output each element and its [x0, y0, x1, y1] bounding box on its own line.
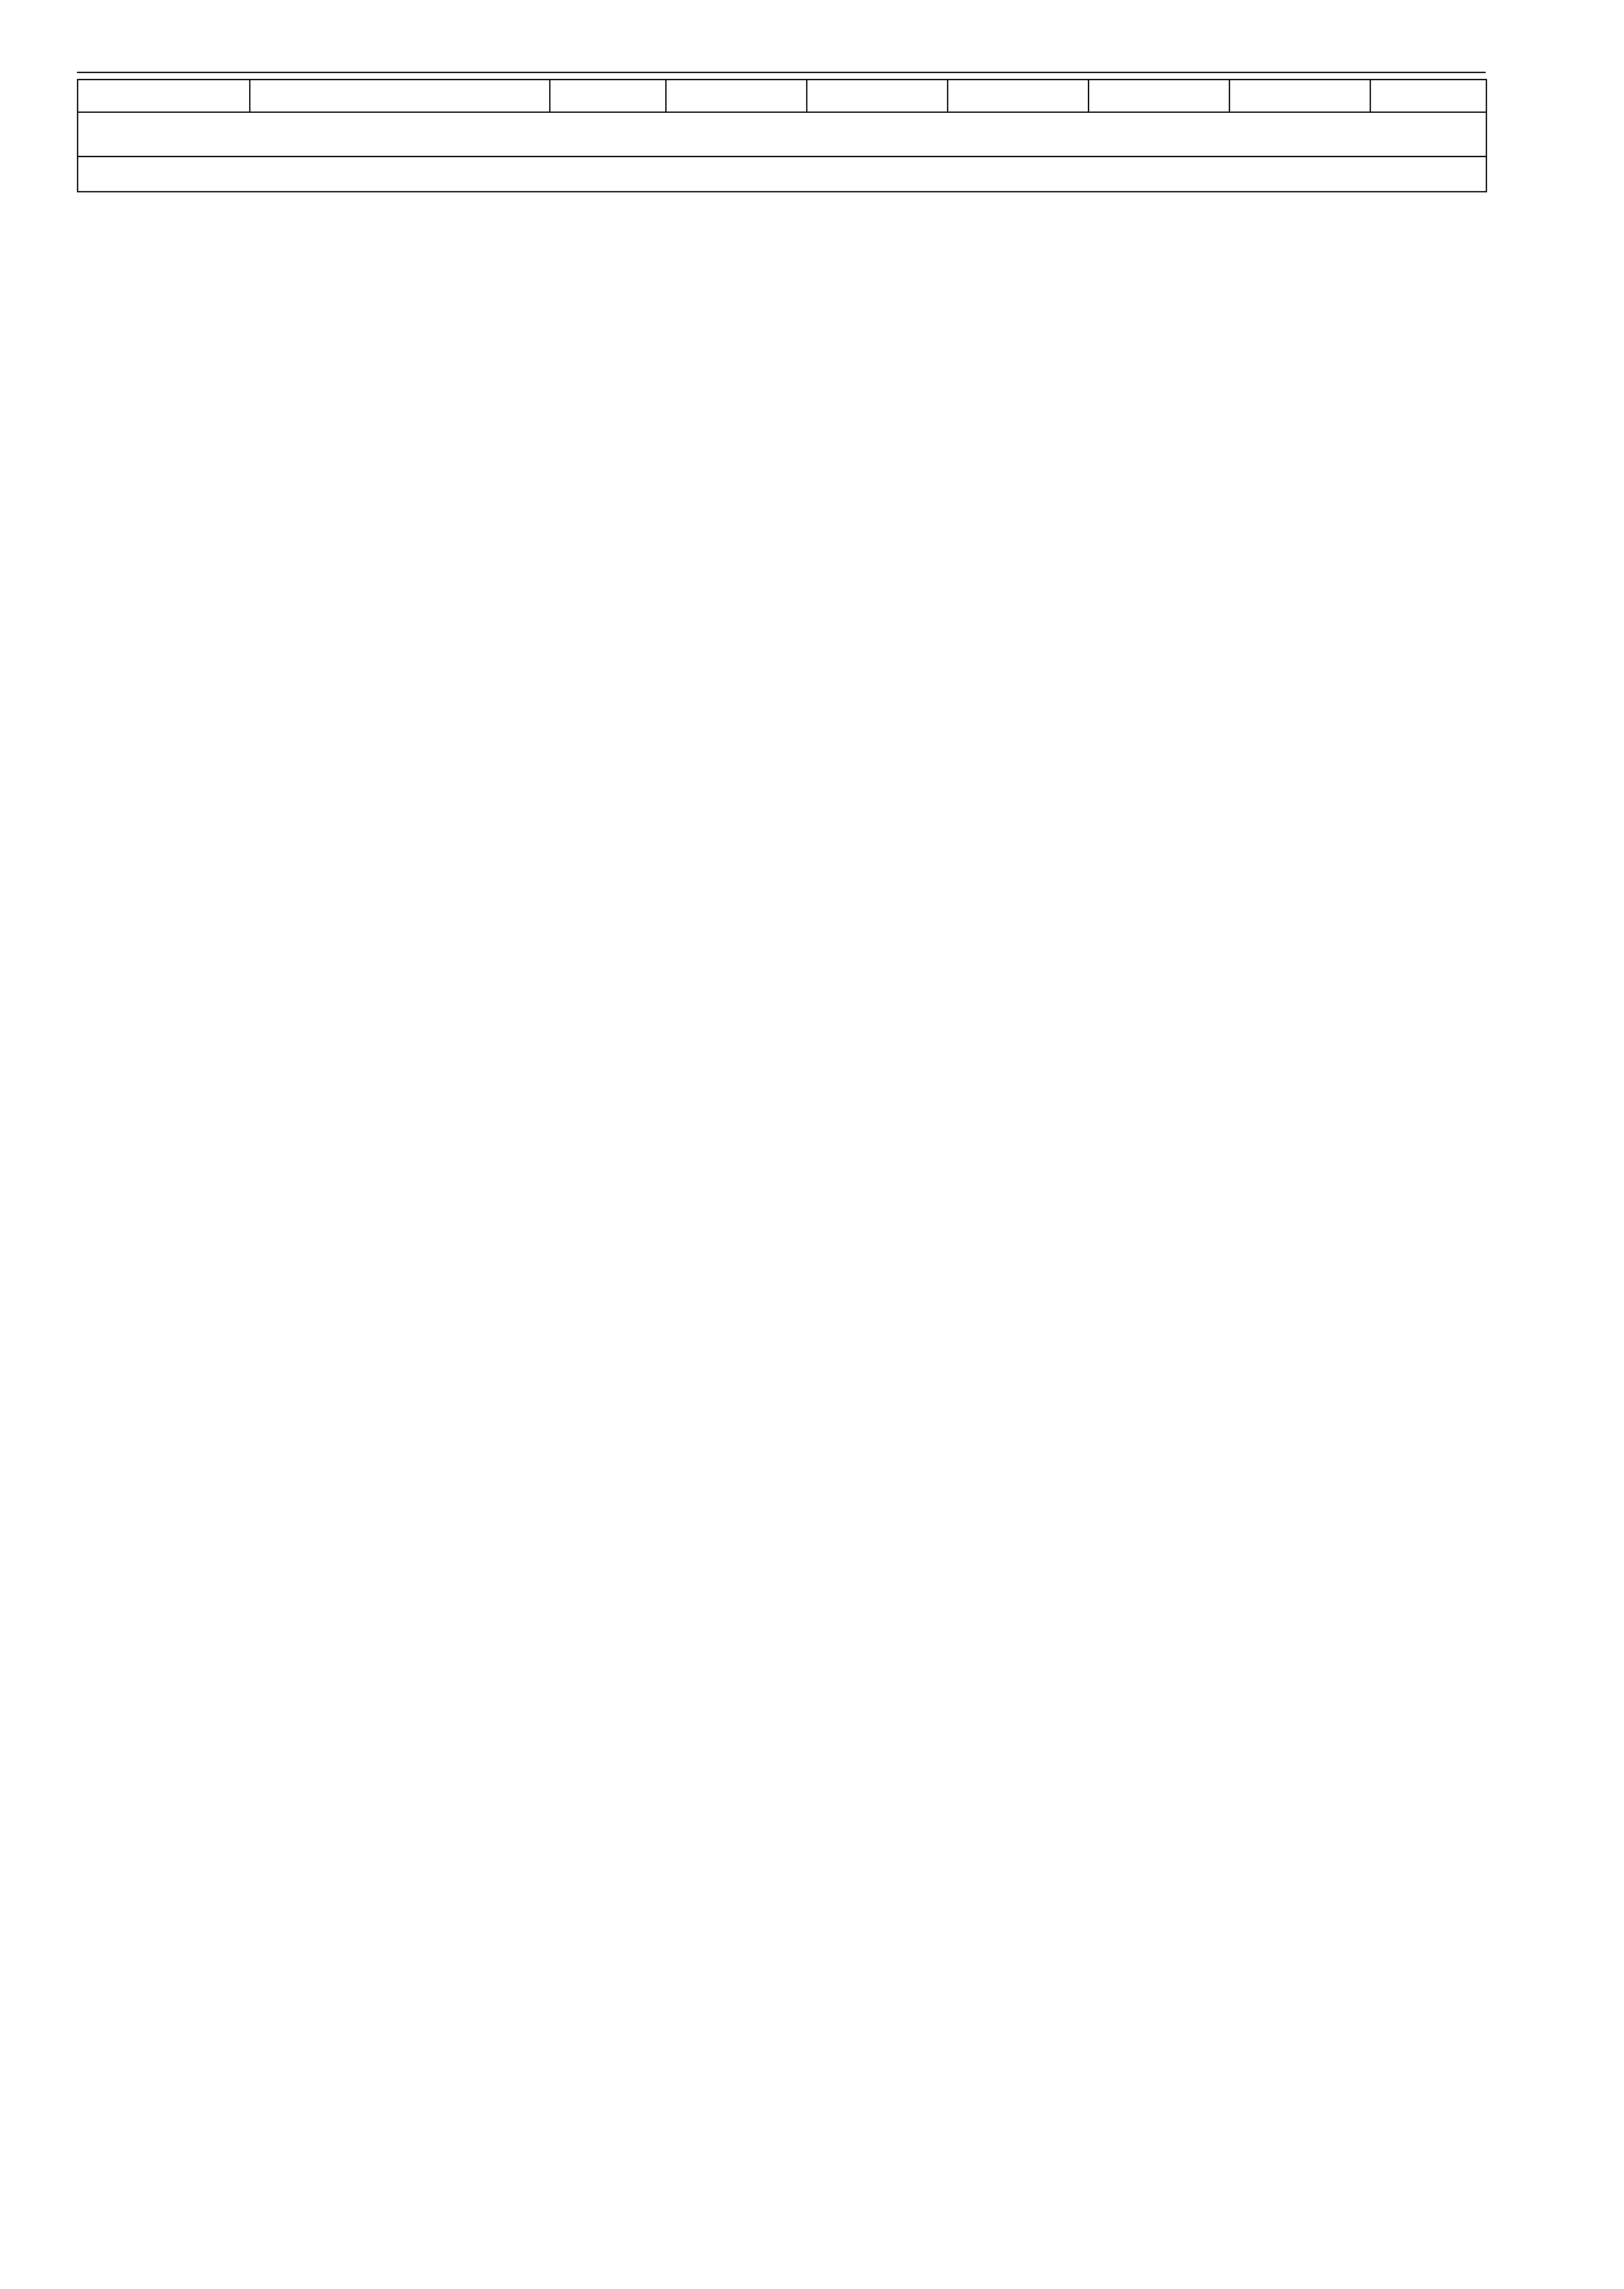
column-number-row [78, 80, 1486, 112]
column-number [78, 80, 250, 112]
column-number [1370, 80, 1486, 112]
column-number [666, 80, 807, 112]
table-title-row [78, 112, 1486, 157]
column-number [1229, 80, 1370, 112]
column-number [250, 80, 550, 112]
column-number [948, 80, 1089, 112]
column-number [550, 80, 666, 112]
estimate-table [77, 79, 1487, 192]
section-title-row [78, 157, 1486, 192]
section-title [78, 157, 1486, 192]
measure-line [85, 126, 1479, 152]
column-number [807, 80, 948, 112]
table-title-block [78, 112, 1486, 192]
table-continued-part [78, 80, 1486, 112]
column-number [1089, 80, 1229, 112]
table-title-cell [78, 112, 1486, 157]
header-rule [77, 72, 1486, 73]
